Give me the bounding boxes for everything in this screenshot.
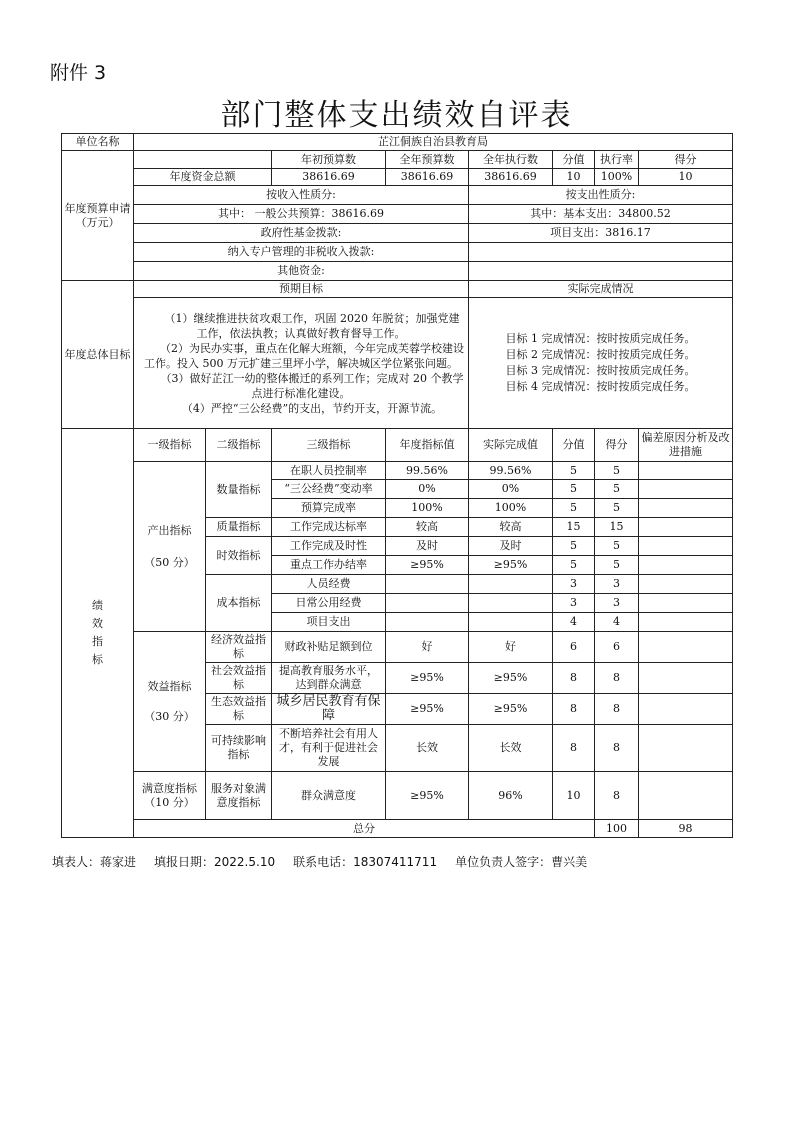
- perf-row-12-deviation: [639, 694, 733, 725]
- perf-row-11-actual: ≥95%: [469, 663, 553, 694]
- perf-row-3-score: 5: [553, 499, 595, 518]
- budget-header-annual: 全年预算数: [386, 151, 469, 169]
- perf-row-8-score: 3: [553, 594, 595, 613]
- perf-row-1-l2: 数量指标: [206, 462, 272, 518]
- perf-row-4-l2: 质量指标: [206, 518, 272, 537]
- budget-nontax-blank: [469, 243, 733, 262]
- perf-row-11-score: 8: [553, 663, 595, 694]
- perf-row-5-l3: 工作完成及时性: [272, 537, 386, 556]
- perf-row-11-l3: 提高教育服务水平，达到群众满意: [272, 663, 386, 694]
- perf-row-6-deviation: [639, 556, 733, 575]
- perf-row-6-score: 5: [553, 556, 595, 575]
- perf-row-11-target: ≥95%: [386, 663, 469, 694]
- goal-actual-1: 目标 1 完成情况：按时按质完成任务。: [505, 332, 696, 345]
- perf-row-14-actual: 96%: [469, 772, 553, 820]
- budget-section-label: 年度预算申请（万元）: [62, 151, 134, 281]
- goal-expected-4: （4）严控“三公经费”的支出，节约开支，开源节流。: [181, 401, 443, 415]
- perf-header-l1: 一级指标: [134, 429, 206, 462]
- perf-row-3-actual: 100%: [469, 499, 553, 518]
- perf-row-7-l3: 人员经费: [272, 575, 386, 594]
- goals-actual: [469, 298, 733, 429]
- perf-row-7-target: [386, 575, 469, 594]
- perf-row-4-score: 15: [553, 518, 595, 537]
- perf-output-name: 产出指标: [147, 523, 192, 537]
- perf-row-1-deviation: [639, 462, 733, 480]
- goal-actual-2: 目标 2 完成情况：按时按质完成任务。: [505, 348, 696, 361]
- perf-row-9-score: 4: [553, 613, 595, 632]
- budget-total-initial: 38616.69: [272, 169, 386, 186]
- perf-row-10-deviation: [639, 632, 733, 663]
- perf-row-12-got: 8: [595, 694, 639, 725]
- perf-row-1-target: 99.56%: [386, 462, 469, 480]
- budget-general: 其中： 一般公共预算：38616.69: [134, 205, 469, 224]
- budget-by-expense: 按支出性质分:: [469, 186, 733, 205]
- perf-row-3-deviation: [639, 499, 733, 518]
- perf-row-4-deviation: [639, 518, 733, 537]
- perf-row-2-actual: 0%: [469, 480, 553, 499]
- budget-project-expense: 项目支出：3816.17: [469, 224, 733, 243]
- perf-header-deviation: 偏差原因分析及改进措施: [639, 429, 733, 462]
- perf-row-9-target: [386, 613, 469, 632]
- perf-total-score: 100: [595, 820, 639, 838]
- perf-row-10-actual: 好: [469, 632, 553, 663]
- goals-section-label: 年度总体目标: [62, 281, 134, 429]
- perf-row-10-target: 好: [386, 632, 469, 663]
- perf-benefit-name: 效益指标: [147, 679, 192, 693]
- perf-benefit-score: （30 分）: [144, 709, 195, 723]
- perf-total-label: 总分: [134, 820, 595, 838]
- perf-row-14-score: 10: [553, 772, 595, 820]
- perf-row-5-got: 5: [595, 537, 639, 556]
- budget-basic-expense: 其中：基本支出：34800.52: [469, 205, 733, 224]
- perf-row-10-l2: 经济效益指标: [206, 632, 272, 663]
- perf-row-13-score: 8: [553, 725, 595, 772]
- goal-expected-2: （2）为民办实事，重点在化解大班额，今年完成芙蓉学校建设工作。投入 500 万元扩建三里坪小学，解决城区学位紧张问题。: [144, 341, 464, 370]
- perf-row-11-deviation: [639, 663, 733, 694]
- page-title: 部门整体支出绩效自评表: [220, 98, 573, 133]
- budget-header-blank: [134, 151, 272, 169]
- perf-row-14-l2: 服务对象满意度指标: [206, 772, 272, 820]
- budget-nontax: 纳入专户管理的非税收入拨款:: [134, 243, 469, 262]
- perf-header-got: 得分: [595, 429, 639, 462]
- perf-header-actual: 实际完成值: [469, 429, 553, 462]
- perf-row-14-l3: 群众满意度: [272, 772, 386, 820]
- goals-actual-header: 实际完成情况: [469, 281, 733, 298]
- perf-row-14-deviation: [639, 772, 733, 820]
- budget-total-got: 10: [639, 169, 733, 186]
- perf-row-3-l3: 预算完成率: [272, 499, 386, 518]
- perf-row-7-actual: [469, 575, 553, 594]
- budget-total-label: 年度资金总额: [134, 169, 272, 186]
- perf-header-score: 分值: [553, 429, 595, 462]
- perf-row-13-l3: 不断培养社会有用人才，有利于促进社会发展: [272, 725, 386, 772]
- perf-row-14-target: ≥95%: [386, 772, 469, 820]
- perf-output-label: [134, 462, 206, 632]
- perf-row-4-got: 15: [595, 518, 639, 537]
- budget-header-rate: 执行率: [595, 151, 639, 169]
- goal-expected-1: （1）继续推进扶贫攻艰工作，巩固 2020 年脱贫；加强党建工作，依法执教；认真做好教育督导工作。: [164, 311, 460, 340]
- footer-filler: 填表人：蒋家进: [52, 855, 137, 869]
- goal-actual-3: 目标 3 完成情况：按时按质完成任务。: [505, 364, 696, 377]
- perf-row-1-actual: 99.56%: [469, 462, 553, 480]
- budget-header-score: 分值: [553, 151, 595, 169]
- perf-row-6-l3: 重点工作办结率: [272, 556, 386, 575]
- perf-satisfaction-label: 满意度指标（10 分）: [134, 772, 206, 820]
- budget-header-executed: 全年执行数: [469, 151, 553, 169]
- perf-row-10-score: 6: [553, 632, 595, 663]
- perf-row-11-got: 8: [595, 663, 639, 694]
- perf-row-9-l3: 项目支出: [272, 613, 386, 632]
- budget-total-rate: 100%: [595, 169, 639, 186]
- perf-row-9-actual: [469, 613, 553, 632]
- perf-row-12-target: ≥95%: [386, 694, 469, 725]
- perf-row-10-l3: 财政补贴足额到位: [272, 632, 386, 663]
- perf-row-5-target: 及时: [386, 537, 469, 556]
- perf-row-13-deviation: [639, 725, 733, 772]
- perf-row-12-actual: ≥95%: [469, 694, 553, 725]
- perf-row-8-l3: 日常公用经费: [272, 594, 386, 613]
- budget-header-initial: 年初预算数: [272, 151, 386, 169]
- perf-header-l2: 二级指标: [206, 429, 272, 462]
- unit-label: 单位名称: [62, 134, 134, 151]
- perf-row-2-target: 0%: [386, 480, 469, 499]
- footer: [52, 853, 605, 870]
- perf-row-11-l2: 社会效益指标: [206, 663, 272, 694]
- perf-row-2-deviation: [639, 480, 733, 499]
- perf-row-2-score: 5: [553, 480, 595, 499]
- budget-header-got: 得分: [639, 151, 733, 169]
- budget-total-score: 10: [553, 169, 595, 186]
- perf-row-14-got: 8: [595, 772, 639, 820]
- attachment-label: 附件 3: [50, 62, 107, 84]
- perf-benefit-label: [134, 632, 206, 772]
- perf-row-13-actual: 长效: [469, 725, 553, 772]
- perf-total-got: 98: [639, 820, 733, 838]
- perf-row-5-l2: 时效指标: [206, 537, 272, 575]
- perf-row-5-score: 5: [553, 537, 595, 556]
- perf-section-label: 绩效指标: [62, 429, 134, 838]
- perf-row-2-l3: “三公经费”变动率: [272, 480, 386, 499]
- perf-row-6-actual: ≥95%: [469, 556, 553, 575]
- perf-row-13-got: 8: [595, 725, 639, 772]
- perf-output-score: （50 分）: [144, 555, 195, 569]
- perf-row-5-actual: 及时: [469, 537, 553, 556]
- perf-row-7-got: 3: [595, 575, 639, 594]
- perf-row-7-deviation: [639, 575, 733, 594]
- perf-row-8-deviation: [639, 594, 733, 613]
- perf-row-4-target: 较高: [386, 518, 469, 537]
- budget-other-funds: 其他资金:: [134, 262, 469, 281]
- perf-row-8-actual: [469, 594, 553, 613]
- perf-header-l3: 三级指标: [272, 429, 386, 462]
- perf-row-12-l3: 城乡居民教育有保障: [272, 694, 386, 725]
- perf-row-8-target: [386, 594, 469, 613]
- perf-row-9-deviation: [639, 613, 733, 632]
- budget-total-annual: 38616.69: [386, 169, 469, 186]
- perf-row-4-l3: 工作完成达标率: [272, 518, 386, 537]
- perf-row-9-got: 4: [595, 613, 639, 632]
- perf-row-12-l2: 生态效益指标: [206, 694, 272, 725]
- perf-row-13-l2: 可持续影响指标: [206, 725, 272, 772]
- perf-row-5-deviation: [639, 537, 733, 556]
- perf-row-1-l3: 在职人员控制率: [272, 462, 386, 480]
- footer-phone: 联系电话：18307411711: [293, 855, 438, 869]
- perf-row-3-target: 100%: [386, 499, 469, 518]
- budget-total-executed: 38616.69: [469, 169, 553, 186]
- goal-expected-3: （3）做好芷江一幼的整体搬迁的系列工作；完成对 20 个教学点进行标准化建设。: [160, 371, 464, 400]
- goal-actual-4: 目标 4 完成情况：按时按质完成任务。: [505, 380, 696, 393]
- budget-gov-fund: 政府性基金拨款:: [134, 224, 469, 243]
- perf-row-7-l2: 成本指标: [206, 575, 272, 632]
- perf-row-12-score: 8: [553, 694, 595, 725]
- perf-row-6-got: 5: [595, 556, 639, 575]
- footer-date: 填报日期：2022.5.10: [154, 855, 276, 869]
- perf-row-8-got: 3: [595, 594, 639, 613]
- perf-row-13-target: 长效: [386, 725, 469, 772]
- perf-row-4-actual: 较高: [469, 518, 553, 537]
- perf-row-3-got: 5: [595, 499, 639, 518]
- perf-row-6-target: ≥95%: [386, 556, 469, 575]
- performance-table: [61, 133, 733, 838]
- perf-row-1-got: 5: [595, 462, 639, 480]
- perf-header-target: 年度指标值: [386, 429, 469, 462]
- perf-row-10-got: 6: [595, 632, 639, 663]
- budget-by-income: 按收入性质分:: [134, 186, 469, 205]
- unit-name: 芷江侗族自治县教育局: [134, 134, 733, 151]
- perf-row-7-score: 3: [553, 575, 595, 594]
- perf-row-1-score: 5: [553, 462, 595, 480]
- perf-row-2-got: 5: [595, 480, 639, 499]
- goals-expected: [134, 298, 469, 429]
- footer-leader: 单位负责人签字：曹兴美: [455, 855, 588, 869]
- goals-expected-header: 预期目标: [134, 281, 469, 298]
- budget-other-blank: [469, 262, 733, 281]
